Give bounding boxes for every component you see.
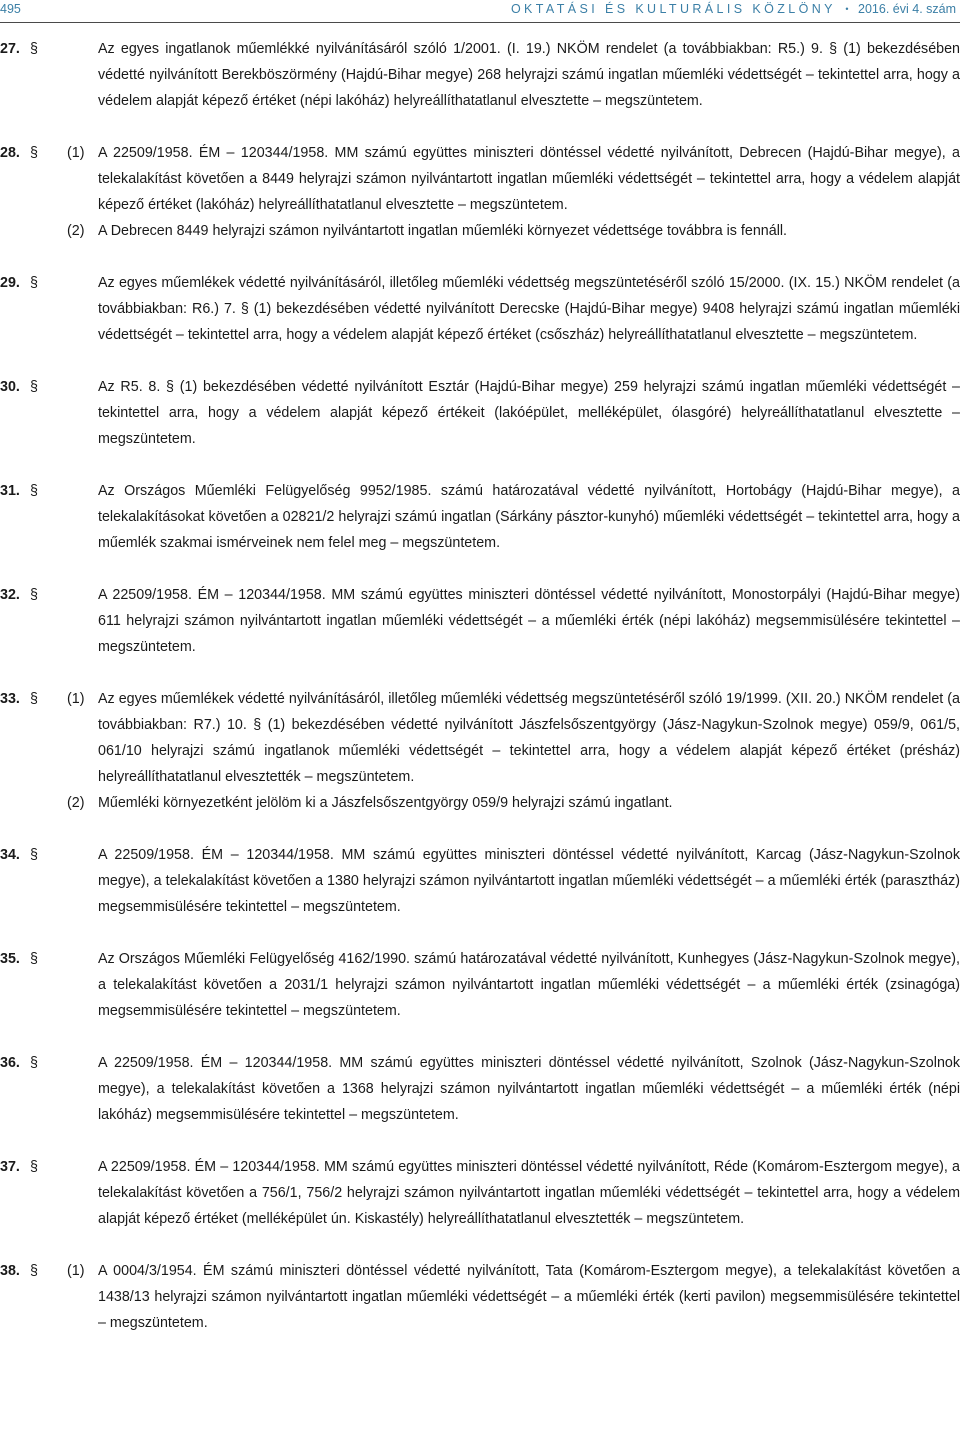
section-number: 33.	[0, 691, 20, 707]
section-mark: §	[30, 847, 38, 863]
section-mark: §	[30, 379, 38, 395]
paragraph-text: Az Országos Műemléki Felügyelőség 4162/1990. számú határozatával védetté nyilvánított, Kunhegyes (Jász-Nagykun-Szolnok megye), a telekalakítást követően a 2031/1 helyrajzi számon nyilvántartott ingatlan műemléki védettségét – a műemléki érték (zsinagóga) megsemmisülésére tekintettel – megszüntetem.	[98, 951, 960, 1019]
paragraph-text: A 22509/1958. ÉM – 120344/1958. MM számú együttes miniszteri döntéssel védetté nyilvánított, Karcag (Jász-Nagykun-Szolnok megye), a telekalakítást követően a 1380 helyrajzi számon nyilvántartott ingatlan műemléki védettségét – a műemléki érték (parasztház) megsemmisülésére tekintettel – megszüntetem.	[98, 847, 960, 915]
section-number: 35.	[0, 951, 20, 967]
section	[0, 140, 960, 244]
section-number: 29.	[0, 275, 20, 291]
subsection-number: (2)	[67, 223, 85, 239]
section	[0, 270, 960, 348]
section-number: 38.	[0, 1263, 20, 1279]
section-mark: §	[30, 1263, 38, 1279]
paragraph	[0, 582, 960, 660]
section	[0, 1154, 960, 1232]
paragraph	[0, 140, 960, 218]
paragraph	[0, 946, 960, 1024]
subsection-number: (2)	[67, 795, 85, 811]
paragraph-text: A 0004/3/1954. ÉM számú miniszteri döntéssel védetté nyilvánított, Tata (Komárom-Esztergom megye), a telekalakítást követően a 1438/13 helyrajzi számon nyilvántartott ingatlan műemléki védettségét – a műemléki érték (kerti pavilon) megsemmisülésére tekintettel – megszüntetem.	[98, 1263, 960, 1331]
issue-number: 2016. évi 4. szám	[858, 2, 956, 16]
section	[0, 1258, 960, 1336]
paragraph	[0, 478, 960, 556]
section-number: 32.	[0, 587, 20, 603]
section	[0, 946, 960, 1024]
paragraph	[0, 218, 960, 244]
paragraph	[0, 270, 960, 348]
paragraph-text: Az egyes ingatlanok műemlékké nyilvánításáról szóló 1/2001. (I. 19.) NKÖM rendelet (a továbbiakban: R5.) 9. § (1) bekezdésében védetté nyilvánított Berekböszörmény (Hajdú-Bihar megye) 268 helyrajzi számú ingatlan műemléki védettségét – tekintettel arra, hogy a védelem alapját képező értéket (népi lakóház) helyreállíthatatlanul elvesztette – megszüntetem.	[98, 41, 960, 109]
section	[0, 1050, 960, 1128]
section-mark: §	[30, 483, 38, 499]
section-number: 31.	[0, 483, 20, 499]
journal-masthead	[511, 2, 956, 16]
paragraph	[0, 36, 960, 114]
paragraph-text: Az egyes műemlékek védetté nyilvánításáról, illetőleg műemléki védettség megszüntetéséről szóló 19/1999. (XII. 20.) NKÖM rendelet (a továbbiakban: R7.) 10. § (1) bekezdésében védetté nyilvánított Jászfelsőszentgyörgy (Jász-Nagykun-Szolnok megye) 059/9, 061/5, 061/10 helyrajzi számú ingatlanok műemléki védettségét – tekintettel arra, hogy a védelem alapját képező értéket (présház) helyreállíthatatlanul elvesztették – megszüntetem.	[98, 691, 960, 785]
section-number: 28.	[0, 145, 20, 161]
section-mark: §	[30, 1055, 38, 1071]
section-mark: §	[30, 41, 38, 57]
paragraph-text: A 22509/1958. ÉM – 120344/1958. MM számú együttes miniszteri döntéssel védetté nyilvánított, Monostorpályi (Hajdú-Bihar megye) 611 helyrajzi számon nyilvántartott ingatlan műemléki védettségét – a műemléki érték (népi lakóház) megsemmisülésére tekintettel – megszüntetem.	[98, 587, 960, 655]
page-header	[0, 0, 960, 23]
paragraph	[0, 1050, 960, 1128]
section	[0, 36, 960, 114]
section-mark: §	[30, 587, 38, 603]
separator-bullet: •	[845, 4, 849, 14]
paragraph-text: A 22509/1958. ÉM – 120344/1958. MM számú együttes miniszteri döntéssel védetté nyilvánított, Réde (Komárom-Esztergom megye), a telekalakítást követően a 756/1, 756/2 helyrajzi számon nyilvántartott ingatlan műemléki védettségét – tekintettel arra, hogy a védelem alapját képező értéket (melléképület ún. Kiskastély) helyreállíthatatlanul elvesztették – megszüntetem.	[98, 1159, 960, 1227]
paragraph	[0, 374, 960, 452]
journal-title: OKTATÁSI ÉS KULTURÁLIS KÖZLÖNY	[510, 2, 836, 16]
paragraph	[0, 686, 960, 790]
subsection-number: (1)	[67, 1263, 85, 1279]
paragraph-text: Műemléki környezetként jelölöm ki a Jászfelsőszentgyörgy 059/9 helyrajzi számú ingatlant.	[98, 795, 673, 811]
section-mark: §	[30, 145, 38, 161]
section-number: 36.	[0, 1055, 20, 1071]
paragraph	[0, 1154, 960, 1232]
section	[0, 686, 960, 816]
section	[0, 582, 960, 660]
section-mark: §	[30, 951, 38, 967]
paragraph-text: A 22509/1958. ÉM – 120344/1958. MM számú együttes miniszteri döntéssel védetté nyilvánított, Debrecen (Hajdú-Bihar megye), a telekalakítást követően a 8449 helyrajzi számon nyilvántartott ingatlan műemléki védettségét – tekintettel arra, hogy a védelem alapját képező értéket (lakóház) helyreállíthatatlanul elvesztette – megszüntetem.	[98, 145, 960, 213]
paragraph-text: Az Országos Műemléki Felügyelőség 9952/1985. számú határozatával védetté nyilvánított, Hortobágy (Hajdú-Bihar megye), a telekalakításokat követően a 02821/2 helyrajzi számú ingatlan (Sárkány pásztor-kunyhó) műemléki védettségét – tekintettel arra, hogy a műemlék szakmai ismérveinek nem felel meg – megszüntetem.	[98, 483, 960, 551]
section	[0, 478, 960, 556]
paragraph-text: A 22509/1958. ÉM – 120344/1958. MM számú együttes miniszteri döntéssel védetté nyilvánított, Szolnok (Jász-Nagykun-Szolnok megye), a telekalakítást követően a 1368 helyrajzi számon nyilvántartott ingatlan műemléki védettségét – a műemléki érték (népi lakóház) megsemmisülésére tekintettel – megszüntetem.	[98, 1055, 960, 1123]
paragraph-text: Az R5. 8. § (1) bekezdésében védetté nyilvánított Esztár (Hajdú-Bihar megye) 259 helyrajzi számú ingatlan műemléki védettségét – tekintettel arra, hogy a védelem alapját képező értékeit (lakóépület, melléképület, ólasgóré) helyreállíthatatlanul elvesztette – megszüntetem.	[98, 379, 960, 447]
paragraph	[0, 1258, 960, 1336]
paragraph-text: Az egyes műemlékek védetté nyilvánításáról, illetőleg műemléki védettség megszüntetéséről szóló 15/2000. (IX. 15.) NKÖM rendelet (a továbbiakban: R6.) 7. § (1) bekezdésében védetté nyilvánított Derecske (Hajdú-Bihar megye) 9408 helyrajzi számú ingatlan műemléki védettségét – tekintettel arra, hogy a védelem alapját képező értéket (csőszház) helyreállíthatatlanul elvesztette – megszüntetem.	[98, 275, 960, 343]
section-mark: §	[30, 275, 38, 291]
section	[0, 374, 960, 452]
section-mark: §	[30, 1159, 38, 1175]
paragraph	[0, 790, 960, 816]
section-number: 34.	[0, 847, 20, 863]
page-number: 495	[0, 2, 21, 16]
subsection-number: (1)	[67, 145, 85, 161]
subsection-number: (1)	[67, 691, 85, 707]
paragraph-text: A Debrecen 8449 helyrajzi számon nyilvántartott ingatlan műemléki környezet védettsége továbbra is fennáll.	[98, 223, 788, 239]
section	[0, 842, 960, 920]
section-number: 27.	[0, 41, 20, 57]
section-number: 30.	[0, 379, 20, 395]
section-mark: §	[30, 691, 38, 707]
document-body	[0, 36, 960, 1362]
paragraph	[0, 842, 960, 920]
section-number: 37.	[0, 1159, 20, 1175]
